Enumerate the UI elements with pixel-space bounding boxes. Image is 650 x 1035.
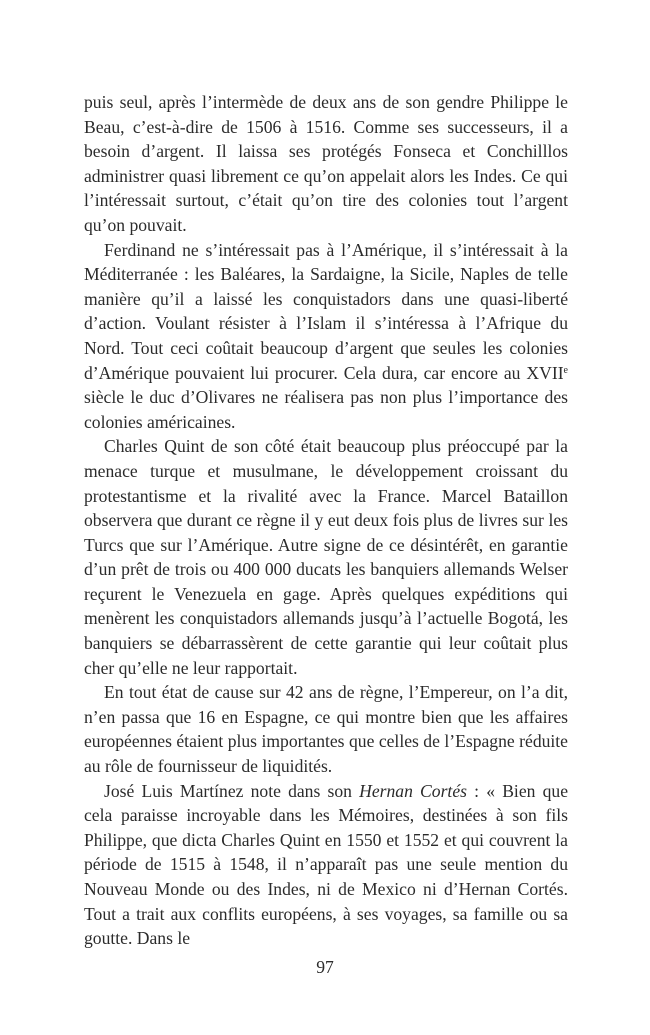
paragraph-5-text-continued: : « Bien que cela paraisse incroyable dans les Mémoires, destinées à son fils Philippe, que dicta Charles Quint en 1550 et 1552 et qui couvrent la période de 1515 à 1548, il n’apparaît pas une seule mention du Nouveau Monde ou des Indes, ni de Mexico ni d’Hernan Cortés. Tout a trait aux conflits européens, à ses voyages, sa famille ou sa goutte. Dans le bbox=[84, 780, 569, 949]
paragraph-1-text: puis seul, après l’intermède de deux ans de son gendre Philippe le Beau, c’est-à-dire de 1506 à 1516. Comme ses successeurs, il a besoin d’argent. Il laissa ses protégés Fonseca et Conchilllos administrer quasi librement ce qu’on appelait alors les Indes. Ce qui l’intéressait surtout, c’était qu’on tire des colonies tout l’argent qu’on pouvait. bbox=[84, 92, 568, 235]
paragraph-4 bbox=[84, 680, 568, 778]
body-text bbox=[84, 90, 568, 951]
paragraph-3 bbox=[84, 434, 568, 680]
paragraph-3-text: Charles Quint de son côté était beaucoup plus préoccupé par la menace turque et musulmane, le développement croissant du protestantisme et la rivalité avec la France. Marcel Bataillon observera que durant ce règne il y eut deux fois plus de livres sur les Turcs que sur l’Amérique. Autre signe de ce désintérêt, en garantie d’un prêt de trois ou 400 000 ducats les banquiers allemands Welser reçurent le Venezuela en gage. Après quelques expéditions qui menèrent les conquistadors allemands jusqu’à l’actuelle Bogotá, les banquiers se débarrassèrent de cette garantie qui leur coûtait plus cher qu’elle ne leur rapportait. bbox=[84, 436, 568, 678]
century-superscript: e bbox=[563, 364, 568, 376]
paragraph-5-text: José Luis Martínez note dans son bbox=[104, 780, 360, 801]
paragraph-2-text-continued: siècle le duc d’Olivares ne réalisera pas non plus l’importance des colonies américaines. bbox=[84, 387, 568, 432]
page-number: 97 bbox=[316, 957, 334, 977]
paragraph-4-text: En tout état de cause sur 42 ans de règne, l’Empereur, on l’a dit, n’en passa que 16 en Espagne, ce qui montre bien que les affaires européennes étaient plus importantes que celles de l’Espagne réduite au rôle de fournisseur de liquidités. bbox=[84, 682, 568, 777]
paragraph-2 bbox=[84, 238, 568, 435]
paragraph-1 bbox=[84, 90, 568, 238]
paragraph-5 bbox=[84, 779, 568, 951]
book-title-italic: Hernan Cortés bbox=[359, 780, 467, 801]
paragraph-2-text: Ferdinand ne s’intéressait pas à l’Amérique, il s’intéressait à la Méditerranée : les Baléares, la Sardaigne, la Sicile, Naples de telle manière qu’il a laissé les conquistadors dans une quasi-liberté d’action. Voulant résister à l’Islam il s’intéressa à l’Afrique du Nord. Tout ceci coûtait beaucoup d’argent que seules les colonies d’Amérique pouvaient lui procurer. Cela dura, car encore au XVII bbox=[84, 239, 568, 383]
